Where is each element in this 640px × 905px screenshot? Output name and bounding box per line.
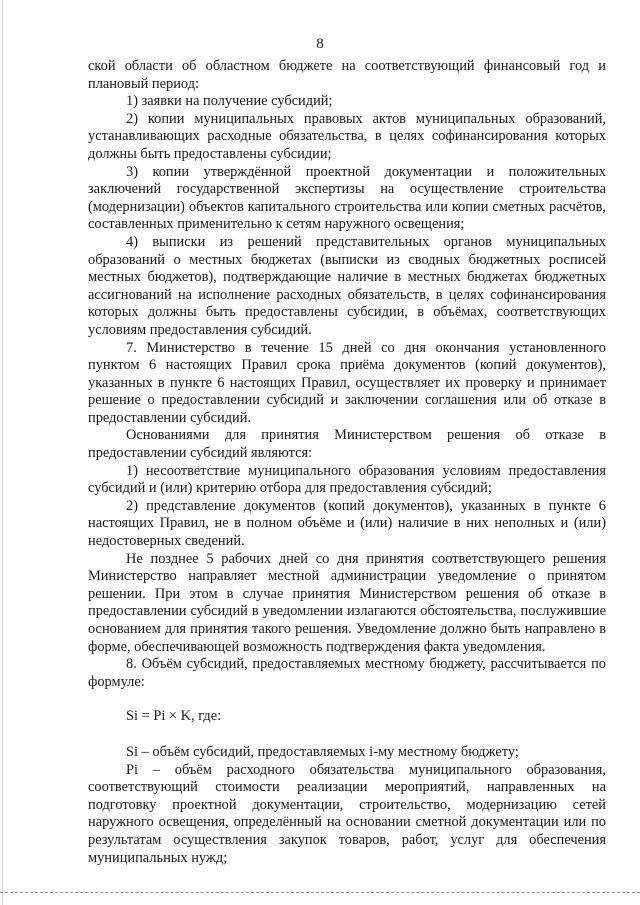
list-item-project-documentation: 3) копии утверждённой проектной документации и положительных заключений государственной экспертизы на осуществление строительства (модернизации) объектов капитального строительства или копии сметных расчётов, составленных применительно к сетям наружного освещения; xyxy=(88,163,606,233)
list-item-legal-acts: 2) копии муниципальных правовых актов муниципальных образований, устанавливающих расходные обязательства, в целях софинансирования которых должны быть предоставлены субсидии; xyxy=(88,110,606,162)
document-body xyxy=(88,58,606,867)
paragraph-continuation: ской области об областном бюджете на соответствующий финансовый год и плановый период: xyxy=(88,58,606,92)
clause-8: 8. Объём субсидий, предоставляемых местному бюджету, рассчитывается по формуле: xyxy=(88,656,606,690)
page-number: 8 xyxy=(316,36,324,52)
definition-si: Si – объём субсидий, предоставляемых i-му местному бюджету; xyxy=(126,743,519,760)
formula: Si = Pi × K, где: xyxy=(126,708,222,725)
definition-pi: Pi – объём расходного обязательства муниципального образования, соответствующий стоимости реализации мероприятий, направленных на подготовку проектной документации, строительство, модернизацию сетей наружного освещения, определённый на основании сметной документации или по результатам осуществления закупок товаров, работ, услуг для обеспечения муниципальных нужд; xyxy=(88,761,606,866)
bottom-divider xyxy=(0,892,640,893)
scan-edge xyxy=(2,0,3,905)
refusal-ground-2: 2) представление документов (копий документов), указанных в пункте 6 настоящих Правил, не в полном объёме и (или) наличие в них неполных и (или) недостоверных сведений. xyxy=(88,497,606,550)
list-item-budget-extracts: 4) выписки из решений представительных органов муниципальных образований о местных бюджетах (выписки из сводных бюджетных росписей местных бюджетов), подтверждающие наличие в местных бюджетах бюджетных ассигнований на исполнение расходных обязательств, в целях софинансирования которых должны быть предоставлены субсидии, в объёмах, соответствующих условиям предоставления субсидий. xyxy=(88,233,606,338)
refusal-grounds-intro: Основаниями для принятия Министерством решения об отказе в предоставлении субсидий являются: xyxy=(88,427,606,462)
refusal-ground-1: 1) несоответствие муниципального образования условиям предоставления субсидий и (или) критерию отбора для предоставления субсидий; xyxy=(88,462,606,497)
notification-paragraph: Не позднее 5 рабочих дней со дня принятия соответствующего решения Министерство направляет местной администрации уведомление о принятом решении. При этом в случае принятия Министерством решения об отказе в предоставлении субсидий в уведомлении излагаются обстоятельства, послужившие основанием для принятия такого решения. Уведомление должно быть направлено в форме, обеспечивающей возможность подтверждения факта уведомления. xyxy=(88,550,606,655)
clause-7: 7. Министерство в течение 15 дней со дня окончания установленного пунктом 6 настоящих Правил срока приёма документов (копий документов), указанных в пункте 6 настоящих Правил, осуществляет их проверку и принимает решение о предоставлении субсидий и заключении соглашения или об отказе в предоставлении субсидий. xyxy=(88,339,606,426)
list-item-applications: 1) заявки на получение субсидий; xyxy=(126,93,333,110)
